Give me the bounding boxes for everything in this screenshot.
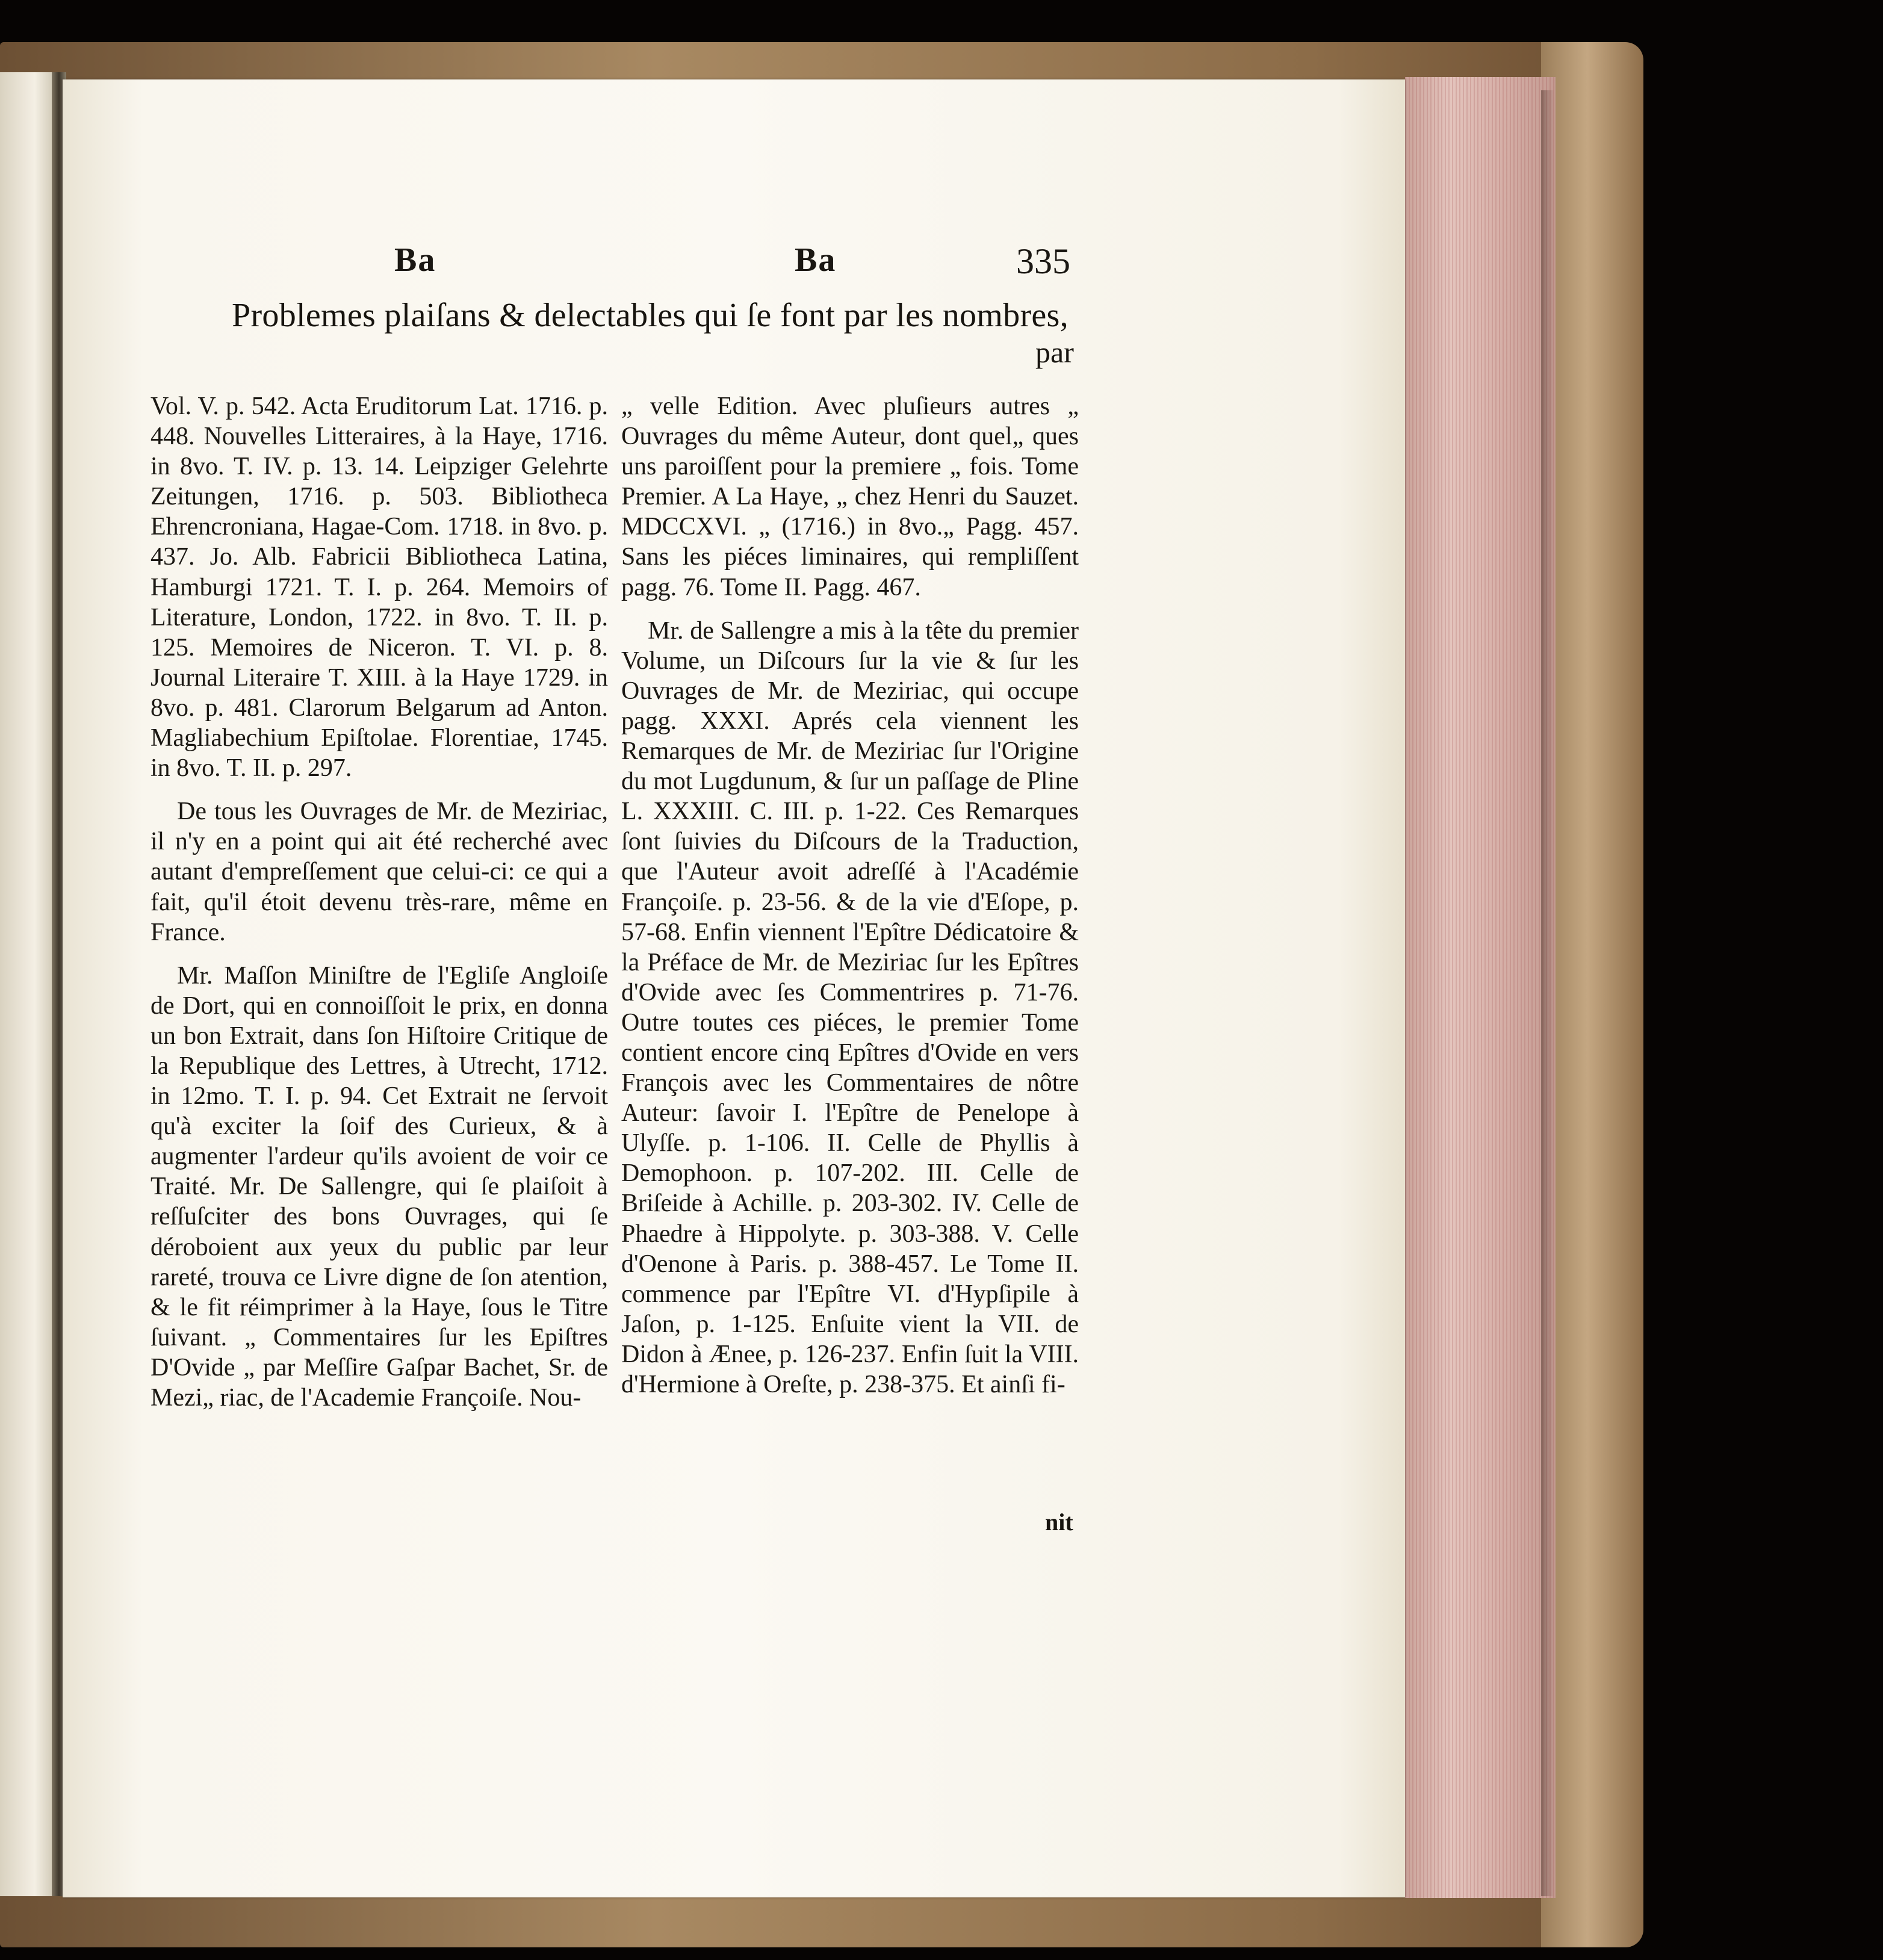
right-paragraph-contents: Mr. de Sallengre a mis à la tête du premier Volume, un Diſcours ſur la vie & ſur les Ouvrages de Mr. de Meziriac, qui occupe pagg. XXXI. Aprés cela viennent les Remarques de Mr. de Meziriac ſur l'Origine du mot Lugdunum, & ſur un paſſage de Pline L. XXXIII. C. III. p. 1-22. Ces Remarques ſont ſuivies du Diſcours de la Traduction, que l'Auteur avoit adreſſé à l'Académie Françoiſe. p. 23-56. & de la vie d'Eſope, p. 57-68. Enfin viennent l'Epître Dédicatoire & la Préface de Mr. de Meziriac ſur les Epîtres d'Ovide avec ſes Commentrires p. 71-76. Outre toutes ces piéces, le premier Tome contient encore cinq Epîtres d'Ovide en vers François avec les Commentaires de nôtre Auteur: ſavoir I. l'Epître de Penelope à Ulyſſe. p. 1-106. II. Celle de Phyllis à Demophoon. p. 107-202. III. Celle de Briſeide à Achille. p. 203-302. IV. Celle de Phaedre à Hippolyte. p. 303-388. V. Celle d'Oenone à Paris. p. 388-457. Le Tome II. commence par l'Epître VI. d'Hypſipile à Jaſon, p. 1-125. Enſuite vient la VII. de Didon à Ænee, p. 126-237. Enfin ſuit la VIII. d'Hermione à Oreſte, p. 238-375. Et ainſi fi- (621, 616, 1079, 1398)
right-paragraph-edition: „ velle Edition. Avec pluſieurs autres „ Ouvrages du même Auteur, dont quel„ ques uns paroiſſent pour la premiere „ fois. Tome Premier. A La Haye, „ chez Henri du Sauzet. MDCCXVI. „ (1716.) in 8vo.„ Pagg. 457. Sans les piéces liminaires, qui rempliſſent pagg. 76. Tome II. Pagg. 467. (621, 392, 1079, 601)
left-column (150, 391, 608, 1426)
left-paragraph-references: Vol. V. p. 542. Acta Eruditorum Lat. 1716. p. 448. Nouvelles Litteraires, à la Haye, 1716. in 8vo. T. IV. p. 13. 14. Leipziger Gelehrte Zeitungen, 1716. p. 503. Bibliotheca Ehrencroniana, Hagae-Com. 1718. in 8vo. p. 437. Jo. Alb. Fabricii Bibliotheca Latina, Hamburgi 1721. T. I. p. 264. Memoirs of Literature, London, 1722. in 8vo. T. II. p. 125. Memoires de Niceron. T. VI. p. 8. Journal Literaire T. XIII. à la Haye 1729. in 8vo. p. 481. Clarorum Belgarum ad Anton. Magliabechium Epiſtolae. Florentiae, 1745. in 8vo. T. II. p. 297. (150, 392, 608, 783)
book-cover-fore-edge (1541, 42, 1643, 1947)
right-column (621, 391, 1079, 1413)
page-edge-shadow (1541, 90, 1554, 1896)
bottom-catchword: nit (1045, 1509, 1073, 1536)
page-block-edge (1405, 77, 1556, 1898)
title-line: Problemes plaiſans & delectables qui ſe font par les nombres, (232, 297, 1069, 334)
title-catchword: par (1035, 335, 1074, 369)
left-paragraph-rarity: De tous les Ouvrages de Mr. de Meziriac, il n'y en a point qui ait été recherché avec autant d'empreſſement que celui-ci: ce qui a fait, qu'il étoit devenu très-rare, même en France. (150, 798, 608, 946)
page-number: 335 (1016, 241, 1070, 281)
running-head-center: Ba (795, 241, 837, 279)
facing-page-sliver (0, 72, 58, 1896)
running-head-left: Ba (394, 241, 436, 279)
left-paragraph-masson: Mr. Maſſon Miniſtre de l'Egliſe Angloiſe de Dort, qui en connoiſſoit le prix, en donna un bon Extrait, dans ſon Hiſtoire Critique de la Republique des Lettres, à Utrecht, 1712. in 12mo. T. I. p. 94. Cet Extrait ne ſervoit qu'à exciter la ſoif des Curieux, & à augmenter l'ardeur qu'ils avoient de voir ce Traité. Mr. De Sallengre, qui ſe plaiſoit à reſſuſciter des bons Ouvrages, qui ſe déroboient aux yeux du public par leur rareté, trouva ce Livre digne de ſon atention, & le fit réimprimer à la Haye, ſous le Titre ſuivant. „ Commentaires ſur les Epiſtres D'Ovide „ par Meſſire Gaſpar Bachet, Sr. de Mezi„ riac, de l'Academie Françoiſe. Nou- (150, 961, 608, 1412)
